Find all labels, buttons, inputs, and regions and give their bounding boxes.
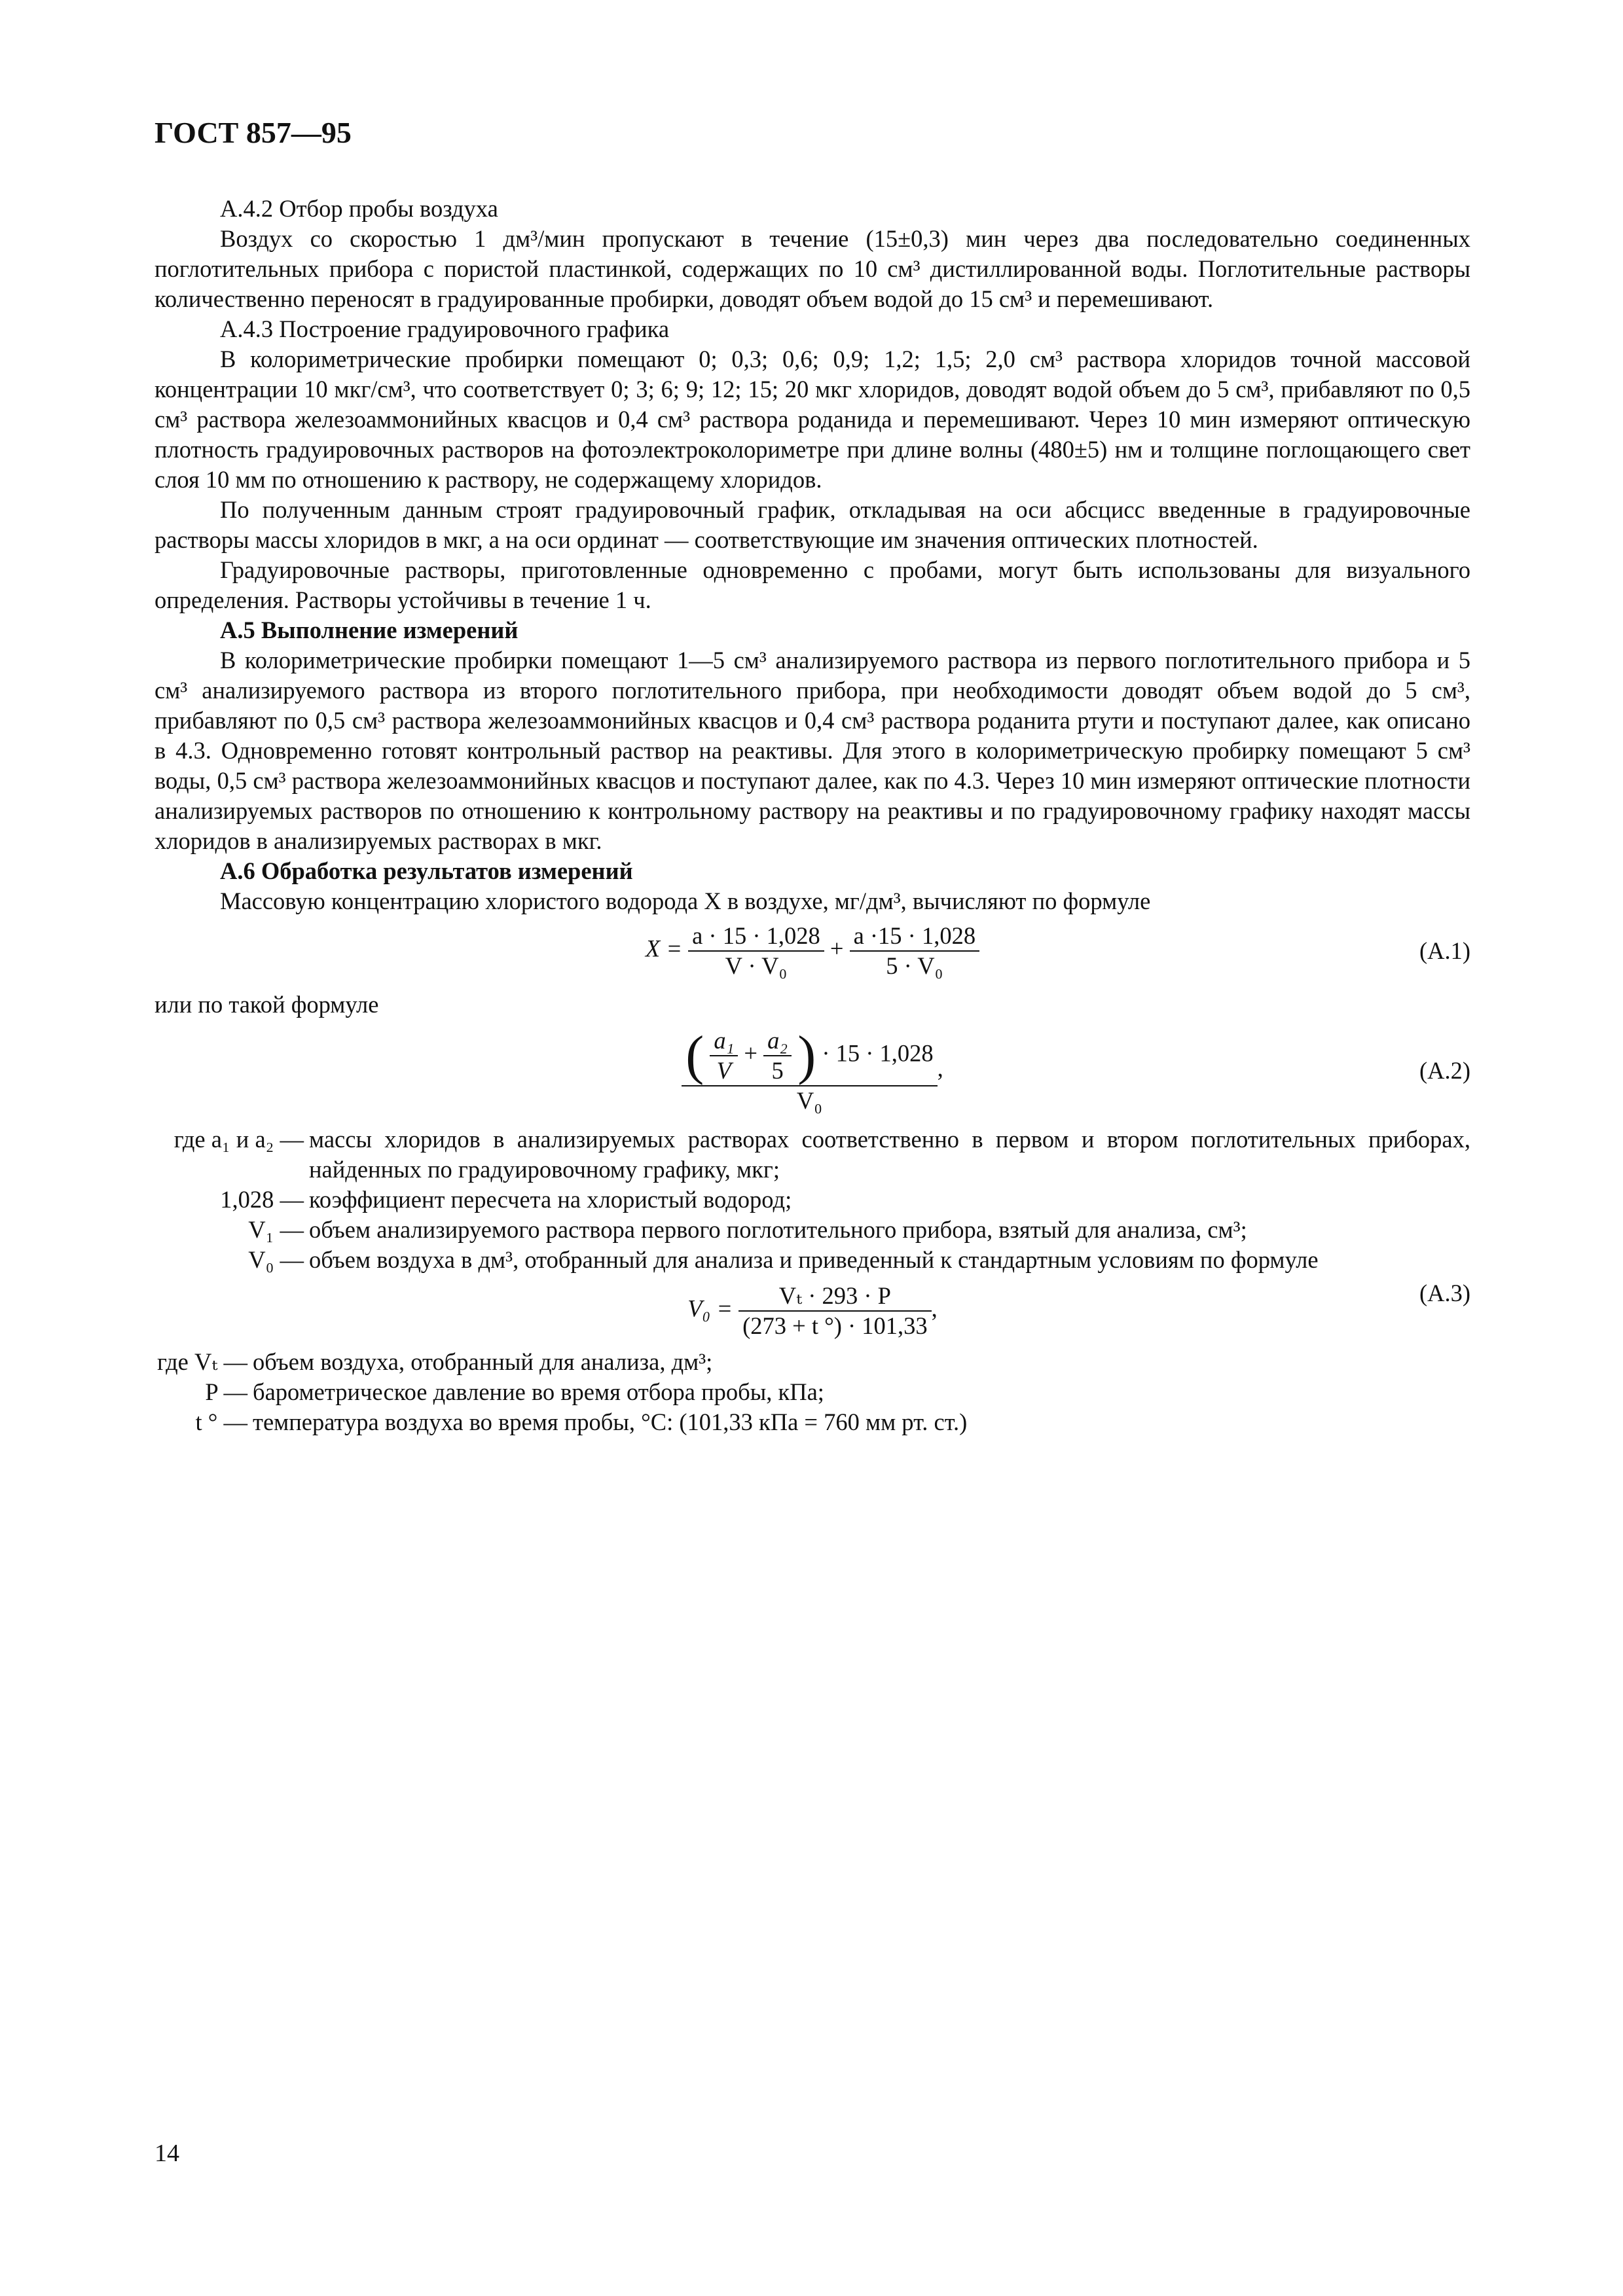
legend-key-p: P — [205,1378,247,1405]
document-header: ГОСТ 857—95 [155,116,352,149]
formula-a1-denominator-2: 5 · V₀ [886,952,943,979]
formula-a1-number: (А.1) [1419,937,1470,964]
legend-key-vt: где Vₜ — [156,1348,247,1375]
legend-value-vt: объем воздуха, отобранный для анализа, дм³; [253,1348,713,1375]
formula-a1-plus: + [830,935,844,962]
legend-value-v0: объем воздуха в дм³, отобранный для анализа и приведенный к стандартным условиям по формуле [309,1246,1319,1273]
formula-a2-a2: a₂ [763,1026,792,1056]
section-a6-title: А.6 Обработка результатов измерений [220,857,633,884]
section-a43-paragraph-3: Градуировочные растворы, приготовленные одновременно с пробами, могут быть использованы для визуального определения. Растворы устойчивы в течение 1 ч. [155,556,1470,613]
formula-a1-numerator-1: a · 15 · 1,028 [688,922,824,952]
formula-a3 [155,1282,1470,1340]
legend-key-v1: V₁ — [248,1216,304,1243]
section-a5-title: А.5 Выполнение измерений [220,617,519,643]
formula-a1 [155,922,1470,980]
page-number: 14 [155,2140,179,2167]
section-a43-paragraph-2: По полученным данным строят градуировочный график, откладывая на оси абсцисс введенные в градуировочные растворы массы хлоридов в мкг, а на оси ординат — соответствующие им значения оптических плотностей. [155,496,1470,553]
legend-value-a1-a2: массы хлоридов в анализируемых растворах соответственно в первом и втором поглотительных приборах, найденных по градуировочному графику, мкг; [309,1126,1470,1183]
section-a43-title: А.4.3 Построение градуировочного графика [220,315,670,342]
formula-a1-lhs: X = [645,935,682,962]
section-a5-body: В колориметрические пробирки помещают 1—5 см³ анализируемого раствора из первого поглотительного прибора и 5 см³ анализируемого раствора из второго поглотительного прибора, при необходимости доводят объем водой до 5 см³, прибавляют по 0,5 см³ раствора железоаммонийных квасцов и 0,4 см³ раствора роданита ртути и поступают далее, как описано в 4.3. Одновременно готовят контрольный раствор на реактивы. Для этого в колориметрическую пробирку помещают 5 см³ воды, 0,5 см³ раствора железоаммонийных квасцов и поступают далее, как по 4.3. Через 10 мин измеряют оптические плотности анализируемых растворов по отношению к контрольному раствору на реактивы и по градуировочному графику находят массы хлоридов в анализируемых растворах в мкг. [155,647,1470,854]
formula-a1-fraction-2 [850,922,980,980]
formula-a2-rest: · 15 · 1,028 [822,1039,934,1067]
formula-a2-a1: a₁ [710,1026,738,1056]
formula-a3-number: (А.3) [1419,1280,1470,1306]
legend-value-v1: объем анализируемого раствора первого поглотительного прибора, взятый для анализа, см³; [309,1216,1247,1243]
section-a43-paragraph-1: В колориметрические пробирки помещают 0; 0,3; 0,6; 0,9; 1,2; 1,5; 2,0 см³ раствора хлоридов точной массовой концентрации 10 мкг/см³, что соответствует 0; 3; 6; 9; 12; 15; 20 мкг хлоридов, доводят водой объем до 5 см³, прибавляют по 0,5 см³ раствора железоаммонийных квасцов и 0,4 см³ раствора роданида и перемешивают. Через 10 мин измеряют оптическую плотность градуировочных растворов на фотоэлектроколориметре при длине волны (480±5) нм и толщине поглощающего свет слоя 10 мм по отношению к раствору, не содержащему хлоридов. [155,346,1470,493]
formula-a3-denominator: (273 + t °) · 101,33 [742,1312,928,1339]
formula-a2-open-paren: ( [685,1025,704,1086]
formula-a3-legend [155,1347,1470,1437]
legend-key-coefficient: 1,028 — [220,1186,304,1213]
formula-a2-inner-fraction-1 [710,1026,738,1085]
section-a42-body: Воздух со скоростью 1 дм³/мин пропускают в течение (15±0,3) мин через два последовательно соединенных поглотительных прибора с пористой пластинкой, содержащих по 10 см³ дистиллированной воды. Поглотительные растворы количественно переносят в градуированные пробирки, доводят объем водой до 15 см³ и перемешивают. [155,225,1470,312]
formula-a1-denominator-1: V · V₀ [725,952,788,979]
formula-a2-legend [155,1124,1470,1275]
legend-key-v0: V₀ — [248,1246,304,1273]
legend-key-a1-a2: где a₁ и a₂ — [173,1126,304,1153]
formula-a1-numerator-2: a ·15 · 1,028 [850,922,980,952]
formula-a2-comma: , [937,1054,943,1082]
document-body [155,194,1470,1437]
formula-a1-fraction-1 [688,922,824,980]
formula-a2-denominator: V₀ [796,1087,822,1114]
formula-a3-comma: , [931,1295,938,1322]
formula-a3-lhs: V₀ = [687,1295,733,1322]
formula-a2-plus: + [744,1039,758,1067]
section-a6-intro: Массовую концентрацию хлористого водорода X в воздухе, мг/дм³, вычисляют по формуле [220,888,1151,914]
formula-a2-numerator [682,1026,937,1086]
formula-a3-fraction [739,1282,932,1340]
formula-a2-fraction [682,1026,937,1115]
formula-a2-close-paren: ) [797,1025,816,1086]
formula-a2-inner-fraction-2 [763,1026,792,1085]
formula-a2 [155,1026,1470,1115]
legend-value-coefficient: коэффициент пересчета на хлористый водород; [309,1186,792,1213]
section-a42-title: А.4.2 Отбор пробы воздуха [220,195,498,222]
legend-key-t: t ° — [195,1408,247,1435]
formula-a2-number: (А.2) [1419,1057,1470,1084]
legend-value-t: температура воздуха во время пробы, °С: (101,33 кПа = 760 мм рт. ст.) [253,1408,968,1435]
legend-value-p: барометрическое давление во время отбора пробы, кПа; [253,1378,824,1405]
formula-a2-v: V [716,1057,731,1084]
formula-a3-numerator: Vₜ · 293 · P [739,1282,932,1312]
alternative-formula-text: или по такой формуле [155,991,379,1018]
formula-a2-five: 5 [771,1057,784,1084]
